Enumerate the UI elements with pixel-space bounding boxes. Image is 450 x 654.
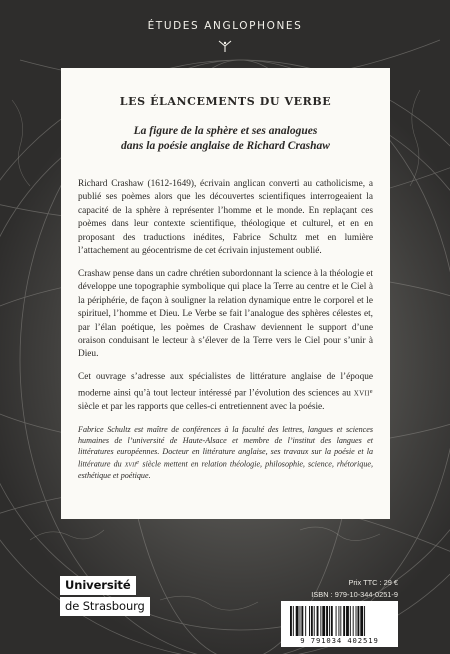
bio-text-end: siècle mettent en relation théologie, philosophie, science, rhétorique, esthétique et poétique. xyxy=(78,459,373,481)
para3-text-start: Cet ouvrage s’adresse aux spécialistes de littérature anglaise de l’époque moderne ainsi qu’à tout lecteur intéressé par l’évolution des sciences au xyxy=(78,372,373,399)
back-cover-text-panel xyxy=(61,68,390,519)
bio-century-sup: e xyxy=(136,459,140,467)
book-subtitle xyxy=(78,124,373,154)
blurb xyxy=(78,178,373,414)
barcode xyxy=(281,601,398,647)
subtitle-line-1: La figure de la sphère et ses analogues xyxy=(133,125,318,137)
price-label: Prix TTC : 29 € xyxy=(348,578,398,587)
publisher-logo-line-1: Université xyxy=(60,576,136,595)
para3-text-end: siècle et par les rapports que celles-ci entretiennent avec la poésie. xyxy=(78,401,325,412)
blurb-paragraph-3 xyxy=(78,371,373,414)
bio-text-start: Fabrice Schultz est maître de conférences à la faculté des lettres, langues et sciences humaines de l’université de Haute-Alsace et membre de l’institut des langues et littératures européennes. Docteur en littérature anglaise, ses travaux sur la poésie et la littérature du xyxy=(78,424,373,469)
isbn-label: ISBN : 979-10-344-0251-9 xyxy=(311,590,398,599)
bio-century: xvii xyxy=(124,459,137,469)
fleuron-icon xyxy=(217,38,233,52)
book-title: LES ÉLANCEMENTS DU VERBE xyxy=(119,95,332,108)
blurb-paragraph-1: Richard Crashaw (1612-1649), écrivain anglican converti au catholicisme, a publié ses poèmes alors que les découvertes scientifiques interrogeaient la capacité de la sphère à représenter l’homme et le monde. En replaçant ces poèmes dans leur contexte scientifique, théologique et culturel, et en en proposant des traductions inédites, Fabrice Schultz met en lumière l’attachement au géocentrisme de cet écrivain injustement oublié. xyxy=(78,179,373,257)
blurb-paragraph-2: Crashaw pense dans un cadre chrétien subordonnant la science à la théologie et développe une topographie symbolique qui place la Terre au centre et le Ciel à la périphérie, de façon à souligner la relation dynamique entre le corporel et le spirituel, l’homme et Dieu. Le Verbe se fait l’analogue des sphères célestes et, par l’élan poétique, les poèmes de Crashaw deviennent le support d’une oraison conduisant le lecteur à s’élever de la Terre vers le Ciel pour s’unir à Dieu. xyxy=(78,269,373,360)
para3-century: xvii xyxy=(353,388,370,399)
subtitle-line-2: dans la poésie anglaise de Richard Crashaw xyxy=(121,140,330,152)
publisher-logo-line-2: de Strasbourg xyxy=(60,597,150,616)
para3-century-sup: e xyxy=(369,387,373,395)
series-label: ÉTUDES ANGLOPHONES xyxy=(147,20,303,32)
author-bio xyxy=(78,424,373,482)
barcode-number: 9 791034 402519 xyxy=(300,636,379,645)
barcode-bars xyxy=(289,606,390,636)
